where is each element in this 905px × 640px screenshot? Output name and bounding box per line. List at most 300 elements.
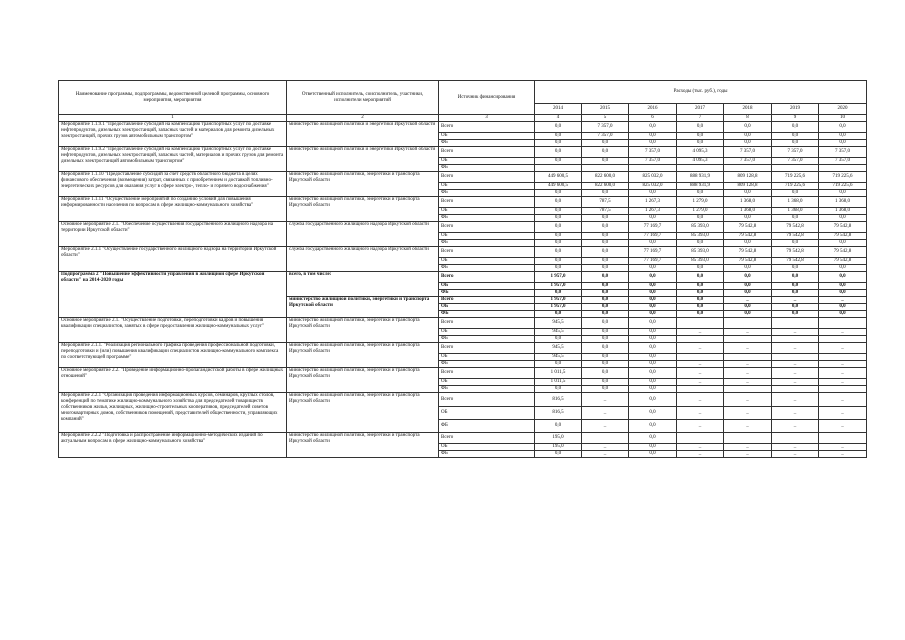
value-cell: 719 225,6 [772,183,819,190]
table-row [59,343,867,354]
value-cell: 1 368,0 [819,208,867,215]
value-cell: 1 957,0 [535,283,582,290]
value-cell [724,165,772,172]
value-cell: 1 368,0 [819,197,867,208]
financing-table-sheet [58,80,867,458]
value-cell: 77 169,7 [629,222,677,233]
value-cell: 79 542,8 [772,258,819,265]
source-cell: ФБ [439,165,535,172]
value-cell: 0,0 [772,304,819,311]
value-cell: 0,0 [772,122,819,133]
table-row [59,272,867,283]
value-cell: 0,0 [629,329,677,336]
header-column-index: 6 [629,115,677,122]
value-cell: _ [677,407,724,420]
value-cell: 85 393,0 [677,247,724,258]
header-column-index: 5 [582,115,629,122]
table-row [59,172,867,183]
value-cell: 1 368,0 [724,197,772,208]
value-cell: 0,0 [629,343,677,354]
value-cell: 0,0 [582,233,629,240]
value-cell: 195,0 [535,433,582,444]
source-cell: Всего [439,343,535,354]
value-cell: _ [582,393,629,407]
source-cell: ФБ [439,311,535,318]
value-cell: 1 267,3 [629,197,677,208]
source-cell: ФБ [439,215,535,222]
program-cell: Основное мероприятие 2.1. "Обеспечение осуществления государственного жилищного надзора на территории Иркутской области" [59,222,287,247]
value-cell: 7 357,0 [772,158,819,165]
value-cell: 1 368,0 [772,197,819,208]
source-cell: ФБ [439,336,535,343]
value-cell: 0,0 [724,311,772,318]
value-cell [677,433,724,444]
value-cell: 1 957,0 [535,304,582,311]
value-cell: 0,0 [772,265,819,272]
source-cell: ОБ [439,233,535,240]
value-cell: _ [677,379,724,386]
value-cell: 0,0 [724,122,772,133]
value-cell: _ [582,407,629,420]
value-cell: 0,0 [819,290,867,297]
value-cell: 0,0 [582,240,629,247]
executor-cell: министерство жилищной политики, энергетики и транспорта Иркутской области [287,343,439,368]
source-cell: ФБ [439,451,535,458]
value-cell: 0,0 [582,147,629,158]
value-cell: 0,0 [677,304,724,311]
value-cell: 0,0 [582,368,629,379]
value-cell: _ [582,444,629,451]
table-row [59,122,867,133]
value-cell: 945,5 [535,318,582,329]
source-cell: ФБ [439,265,535,272]
value-cell: 0,0 [819,283,867,290]
value-cell [772,165,819,172]
value-cell: 0,0 [535,361,582,368]
value-cell: 0,0 [629,444,677,451]
header-year: 2015 [582,104,629,115]
value-cell: 85 393,0 [677,258,724,265]
value-cell: _ [772,420,819,433]
program-cell: Мероприятие 1.1.9.1 "Предоставление субсидий на компенсацию транспортных услуг по доставке нефтепродуктов, дизельных электростанций, запасных частей и материалов для ремонта дизельных электростанций, прочих грузов автомобильным транспортом" [59,122,287,147]
value-cell: _ [772,297,819,304]
value-cell: 0,0 [535,222,582,233]
value-cell [772,318,819,329]
value-cell: 79 542,8 [772,233,819,240]
value-cell: 0,0 [535,451,582,458]
value-cell [724,386,772,393]
value-cell: 945,5 [535,329,582,336]
program-cell: Мероприятие 1.1.10 "Предоставление субсидий за счет средств областного бюджета в целях финансового обеспечения (возмещения) затрат, связанных с приобретением и доставкой топливно-энергетических ресурсов для оказания услуг в сфере электро-, тепло- и горячего водоснабжения" [59,172,287,197]
value-cell: _ [677,420,724,433]
value-cell: 449 600,5 [535,172,582,183]
value-cell: 0,0 [772,240,819,247]
value-cell: 79 542,8 [819,233,867,240]
value-cell: 0,0 [535,290,582,297]
value-cell: 787,5 [582,197,629,208]
header-expenses: Расходы (тыс. руб.), годы [535,81,867,104]
program-cell: Мероприятие 2.1.1. "Реализация регионального графика проведения профессиональной подготовки, переподготовки и (или) повышения квалификации специалистов жилищно-коммунального комплекса по соответствующей программе" [59,343,287,368]
value-cell: _ [819,444,867,451]
value-cell [677,336,724,343]
executor-cell: министерство жилищной политики, энергетики и транспорта Иркутской области [287,393,439,433]
value-cell [677,386,724,393]
value-cell: 0,0 [535,386,582,393]
value-cell: _ [724,451,772,458]
value-cell: 4 095,3 [677,158,724,165]
table-row [59,318,867,329]
value-cell: 0,0 [582,304,629,311]
value-cell: 0,0 [819,304,867,311]
value-cell: 1 957,0 [535,297,582,304]
header-year: 2018 [724,104,772,115]
value-cell: 0,0 [582,265,629,272]
header-column-index: 7 [677,115,724,122]
source-cell: ОБ [439,133,535,140]
program-cell: Подпрограмма 2 "Повышение эффективности управления в жилищной сфере Иркутской области" на 2014-2020 годы [59,272,287,318]
value-cell: 77 169,7 [629,258,677,265]
value-cell: 0,0 [629,272,677,283]
value-cell: 79 542,8 [819,258,867,265]
value-cell: _ [819,393,867,407]
value-cell: 7 357,0 [582,133,629,140]
value-cell: 0,0 [535,336,582,343]
value-cell: 1 011,5 [535,368,582,379]
value-cell: 0,0 [535,158,582,165]
value-cell: 0,0 [772,272,819,283]
table-row [59,393,867,407]
value-cell: 0,0 [582,283,629,290]
value-cell: 0,0 [629,420,677,433]
executor-cell: министерство жилищной политики и энергетики Иркутской области [287,122,439,147]
value-cell: 0,0 [535,311,582,318]
value-cell: 79 542,8 [724,222,772,233]
value-cell: 0,0 [535,233,582,240]
value-cell: 0,0 [582,343,629,354]
value-cell: _ [819,343,867,354]
value-cell: 0,0 [772,190,819,197]
value-cell: 7 357,0 [582,122,629,133]
value-cell: _ [772,343,819,354]
value-cell: 79 542,8 [819,222,867,233]
table-row [59,433,867,444]
value-cell: _ [724,444,772,451]
value-cell: 0,0 [582,318,629,329]
value-cell: 945,5 [535,354,582,361]
header-year: 2016 [629,104,677,115]
program-cell: Мероприятие 1.1.11 "Осуществление мероприятий по созданию условий для повышения информированности населения по вопросам в сфере жилищно-коммунального хозяйства" [59,197,287,222]
value-cell: 85 393,0 [677,233,724,240]
value-cell: _ [724,329,772,336]
value-cell [582,433,629,444]
value-cell [535,165,582,172]
value-cell: 816,5 [535,393,582,407]
source-cell: Всего [439,247,535,258]
source-cell: Всего [439,433,535,444]
source-cell: Всего [439,272,535,283]
value-cell: _ [819,368,867,379]
value-cell: 0,0 [535,258,582,265]
value-cell: 0,0 [677,290,724,297]
program-cell: Мероприятие 1.1.9.2 "Предоставление субсидий на компенсацию транспортных услуг по доставке нефтепродуктов, дизельных электростанций, запасных частей, материалов и прочих грузов для ремонта дизельных электростанций автомобильным транспортом" [59,147,287,172]
value-cell: 0,0 [772,140,819,147]
source-cell: Всего [439,122,535,133]
value-cell: 0,0 [819,140,867,147]
value-cell: 0,0 [629,283,677,290]
source-cell: ФБ [439,386,535,393]
value-cell: _ [819,361,867,368]
value-cell: 822 600,0 [582,172,629,183]
value-cell: _ [772,444,819,451]
value-cell: 0,0 [677,272,724,283]
value-cell: 1 279,0 [677,197,724,208]
value-cell: 0,0 [582,311,629,318]
source-cell: ОБ [439,379,535,386]
value-cell: 945,5 [535,343,582,354]
value-cell: 0,0 [772,311,819,318]
source-cell: ФБ [439,420,535,433]
source-cell: ОБ [439,354,535,361]
value-cell: 0,0 [772,133,819,140]
value-cell [724,433,772,444]
source-cell: ОБ [439,258,535,265]
value-cell: 0,0 [772,283,819,290]
value-cell: 0,0 [629,318,677,329]
source-cell: ОБ [439,407,535,420]
header-column-index: 9 [772,115,819,122]
value-cell: 0,0 [629,215,677,222]
value-cell: 0,0 [629,361,677,368]
value-cell: 809 128,8 [724,172,772,183]
value-cell: 0,0 [819,215,867,222]
value-cell: 7 357,0 [629,147,677,158]
value-cell: 0,0 [629,368,677,379]
value-cell: 0,0 [724,215,772,222]
value-cell: _ [724,343,772,354]
value-cell: _ [677,329,724,336]
value-cell: 825 032,0 [629,183,677,190]
value-cell: 0,0 [629,122,677,133]
value-cell: 0,0 [724,140,772,147]
value-cell: _ [772,379,819,386]
value-cell: 0,0 [535,208,582,215]
value-cell: _ [724,297,772,304]
source-cell: ФБ [439,190,535,197]
value-cell: 195,0 [535,444,582,451]
header-year: 2014 [535,104,582,115]
value-cell: 0,0 [629,297,677,304]
executor-cell: министерство жилищной политики, энергетики и транспорта Иркутской области [287,433,439,458]
value-cell: 822 600,0 [582,183,629,190]
executor-cell: министерство жилищной политики и энергетики Иркутской области [287,147,439,172]
value-cell: 0,0 [582,336,629,343]
value-cell: 449 600,5 [535,183,582,190]
value-cell: 79 542,8 [724,258,772,265]
value-cell: 0,0 [819,190,867,197]
value-cell: 809 128,8 [724,183,772,190]
source-cell: ФБ [439,240,535,247]
value-cell: 0,0 [629,290,677,297]
value-cell: 719 225,6 [819,183,867,190]
value-cell: 0,0 [629,140,677,147]
value-cell [677,354,724,361]
header-column-index: 3 [439,115,535,122]
value-cell: _ [582,420,629,433]
header-year: 2020 [819,104,867,115]
value-cell: 1 957,0 [535,272,582,283]
value-cell: 1 279,0 [677,208,724,215]
source-cell: Всего [439,147,535,158]
value-cell: 0,0 [582,215,629,222]
value-cell: 0,0 [535,420,582,433]
value-cell: 0,0 [819,133,867,140]
value-cell: 0,0 [582,140,629,147]
value-cell: 1 368,0 [724,208,772,215]
value-cell: 0,0 [819,311,867,318]
program-cell: Основное мероприятие 2.2. "Проведение информационно-пропагандистской работы в сфере жилищных отношений" [59,368,287,393]
program-cell: Основное мероприятие 2.1. "Осуществление подготовки, переподготовки кадров и повышения квалификации специалистов, занятых в сфере предоставления жилищно-коммунальных услуг" [59,318,287,343]
header-column-index: 10 [819,115,867,122]
value-cell: 0,0 [629,304,677,311]
value-cell: 0,0 [629,433,677,444]
value-cell: 79 542,8 [724,247,772,258]
value-cell: _ [772,329,819,336]
value-cell: 85 393,0 [677,222,724,233]
value-cell: _ [819,420,867,433]
value-cell: 0,0 [582,297,629,304]
value-cell: 0,0 [535,133,582,140]
executor-cell: служба государственного жилищного надзора Иркутской области [287,222,439,247]
program-cell: Мероприятие 2.1.1 "Осуществление государственного жилищного надзора на территории Иркутской области" [59,247,287,272]
value-cell: 7 357,0 [629,158,677,165]
value-cell: 0,0 [582,258,629,265]
source-cell: Всего [439,197,535,208]
value-cell: 0,0 [677,311,724,318]
value-cell [819,354,867,361]
value-cell: 0,0 [535,147,582,158]
value-cell: 0,0 [724,240,772,247]
value-cell: 7 357,0 [819,147,867,158]
value-cell: 0,0 [629,451,677,458]
value-cell: 0,0 [677,140,724,147]
value-cell: 7 357,0 [772,147,819,158]
value-cell: 1 368,0 [772,208,819,215]
source-cell: Всего [439,393,535,407]
source-cell: ОБ [439,208,535,215]
value-cell: _ [677,444,724,451]
value-cell: 0,0 [819,240,867,247]
value-cell: 0,0 [677,240,724,247]
value-cell: 0,0 [535,122,582,133]
value-cell [772,386,819,393]
header-year: 2017 [677,104,724,115]
value-cell: 79 542,8 [772,222,819,233]
value-cell: _ [772,451,819,458]
source-cell: ОБ [439,158,535,165]
table-row [59,368,867,379]
table-row [59,197,867,208]
value-cell: _ [724,393,772,407]
value-cell: _ [819,379,867,386]
value-cell: _ [677,343,724,354]
source-cell: ОБ [439,444,535,451]
value-cell: 888 931,9 [677,172,724,183]
value-cell: 0,0 [677,133,724,140]
source-cell: Всего [439,222,535,233]
value-cell [677,318,724,329]
value-cell: 0,0 [724,133,772,140]
value-cell: _ [724,379,772,386]
executor-cell: всего, в том числе: [287,272,439,297]
value-cell: 0,0 [535,197,582,208]
executor-cell: министерство жилищной политики, энергетики и транспорта Иркутской области [287,297,439,318]
value-cell: 0,0 [582,272,629,283]
source-cell: ФБ [439,361,535,368]
header-year: 2019 [772,104,819,115]
source-cell: ОБ [439,304,535,311]
value-cell: _ [677,361,724,368]
value-cell: 0,0 [677,122,724,133]
value-cell: 0,0 [819,272,867,283]
value-cell: 0,0 [819,265,867,272]
value-cell: 77 169,7 [629,233,677,240]
value-cell: 0,0 [724,272,772,283]
header-column-index: 4 [535,115,582,122]
value-cell [819,336,867,343]
source-cell: ОБ [439,283,535,290]
value-cell: 0,0 [582,361,629,368]
value-cell: 0,0 [582,190,629,197]
value-cell: 0,0 [535,140,582,147]
value-cell: _ [819,407,867,420]
source-cell: ФБ [439,290,535,297]
value-cell: _ [724,368,772,379]
value-cell: 0,0 [629,190,677,197]
value-cell: 0,0 [819,122,867,133]
value-cell: 0,0 [582,354,629,361]
value-cell: 888 931,9 [677,183,724,190]
value-cell: 0,0 [582,158,629,165]
executor-cell: министерство жилищной политики, энергетики и транспорта Иркутской области [287,197,439,222]
value-cell: 7 357,0 [819,158,867,165]
value-cell [772,354,819,361]
value-cell: _ [677,368,724,379]
source-cell: Всего [439,172,535,183]
value-cell: 0,0 [535,240,582,247]
value-cell: 719 225,6 [772,172,819,183]
value-cell: 1 011,5 [535,379,582,386]
value-cell: _ [772,393,819,407]
value-cell: _ [772,407,819,420]
table-row [59,247,867,258]
source-cell: ОБ [439,329,535,336]
table-row [59,147,867,158]
value-cell: 0,0 [677,297,724,304]
value-cell: 0,0 [629,407,677,420]
value-cell: _ [724,420,772,433]
value-cell: 0,0 [582,290,629,297]
value-cell: 0,0 [724,190,772,197]
value-cell: _ [677,451,724,458]
source-cell: ФБ [439,140,535,147]
source-cell: Всего [439,368,535,379]
value-cell [819,433,867,444]
value-cell: 7 357,0 [724,147,772,158]
value-cell: 0,0 [535,247,582,258]
value-cell [724,318,772,329]
value-cell: _ [772,361,819,368]
value-cell: 0,0 [629,240,677,247]
